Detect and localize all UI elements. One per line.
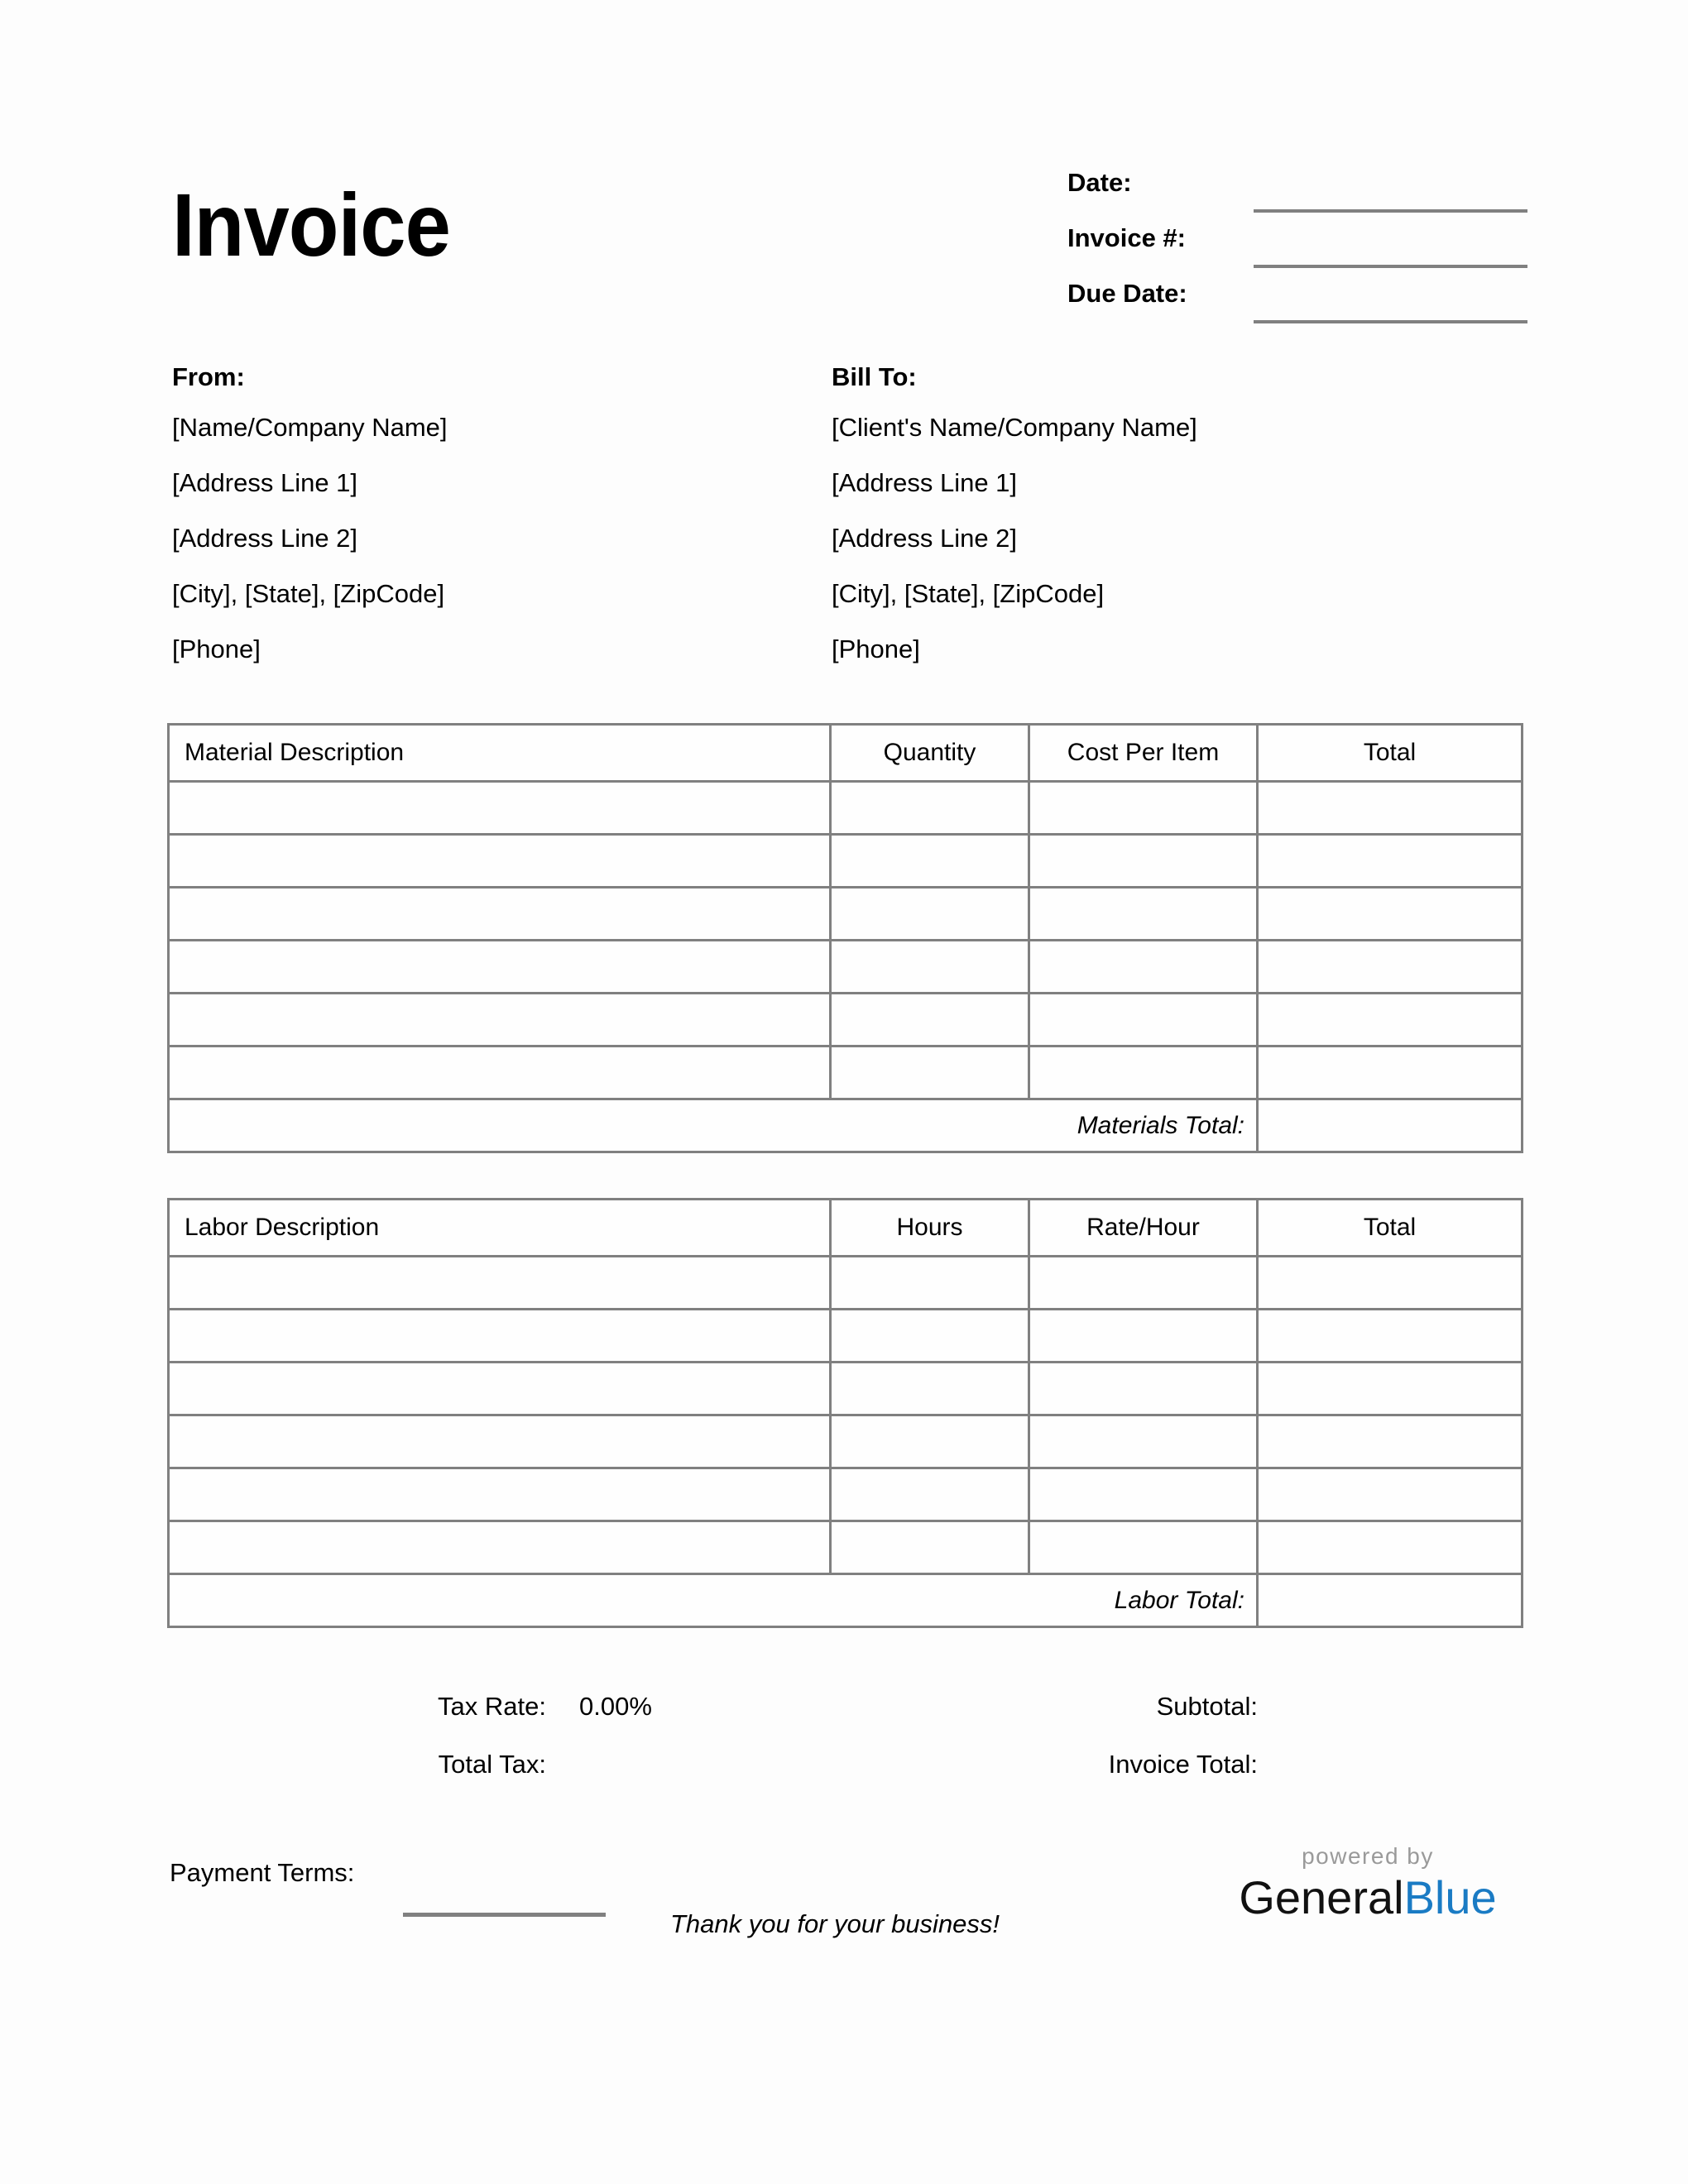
date-label: Date: — [1067, 168, 1132, 197]
labor-table — [167, 1198, 1523, 1628]
materials-header-cost-per-item: Cost Per Item — [1029, 725, 1258, 782]
materials-table — [167, 723, 1523, 1153]
from-block — [172, 364, 801, 692]
from-address-1[interactable]: [Address Line 1] — [172, 468, 358, 497]
materials-cell-total[interactable] — [1258, 835, 1523, 888]
materials-cell-quantity[interactable] — [831, 888, 1029, 941]
due-date-input-line[interactable] — [1254, 320, 1527, 323]
materials-cell-total[interactable] — [1258, 994, 1523, 1046]
labor-cell-hours[interactable] — [831, 1468, 1029, 1521]
materials-cell-cost[interactable] — [1029, 888, 1258, 941]
labor-cell-rate[interactable] — [1029, 1415, 1258, 1468]
tax-rate-label: Tax Rate: — [438, 1692, 546, 1721]
brand-name — [1215, 1871, 1521, 1923]
table-row[interactable] — [169, 835, 1523, 888]
table-row[interactable] — [169, 1363, 1523, 1415]
labor-cell-total[interactable] — [1258, 1363, 1523, 1415]
materials-header-row — [169, 725, 1523, 782]
materials-cell-total[interactable] — [1258, 782, 1523, 835]
labor-total-value[interactable] — [1258, 1574, 1523, 1627]
table-row[interactable] — [169, 1468, 1523, 1521]
labor-cell-description[interactable] — [169, 1257, 831, 1310]
table-row[interactable] — [169, 1257, 1523, 1310]
thank-you-message: Thank you for your business! — [670, 1909, 1000, 1938]
payment-terms-input-line[interactable] — [403, 1913, 606, 1917]
materials-cell-description[interactable] — [169, 994, 831, 1046]
labor-cell-total[interactable] — [1258, 1468, 1523, 1521]
labor-cell-rate[interactable] — [1029, 1468, 1258, 1521]
from-address-2[interactable]: [Address Line 2] — [172, 524, 358, 553]
brand-name-general: General — [1239, 1871, 1404, 1923]
from-name[interactable]: [Name/Company Name] — [172, 413, 448, 442]
page-title: Invoice — [172, 175, 450, 275]
invoice-total-label: Invoice Total: — [1108, 1750, 1258, 1779]
materials-header-total: Total — [1258, 725, 1523, 782]
materials-header-quantity: Quantity — [831, 725, 1029, 782]
due-date-label: Due Date: — [1067, 279, 1187, 308]
labor-cell-rate[interactable] — [1029, 1363, 1258, 1415]
date-field-row — [1067, 161, 1531, 217]
summary-section — [0, 1671, 1688, 1803]
materials-table-body — [169, 782, 1523, 1152]
labor-cell-hours[interactable] — [831, 1257, 1029, 1310]
invoice-footer — [0, 1845, 1688, 2027]
materials-cell-quantity[interactable] — [831, 1046, 1029, 1099]
labor-header-total: Total — [1258, 1200, 1523, 1257]
invoice-number-input-line[interactable] — [1254, 265, 1527, 268]
materials-total-row — [169, 1099, 1523, 1152]
bill-to-phone[interactable]: [Phone] — [832, 635, 920, 663]
labor-header-hours: Hours — [831, 1200, 1029, 1257]
bill-to-block — [832, 364, 1460, 692]
materials-cell-quantity[interactable] — [831, 782, 1029, 835]
from-label: From: — [172, 362, 245, 391]
total-tax-label: Total Tax: — [438, 1750, 546, 1779]
invoice-number-label: Invoice #: — [1067, 223, 1186, 252]
table-row[interactable] — [169, 994, 1523, 1046]
labor-cell-total[interactable] — [1258, 1310, 1523, 1363]
materials-cell-cost[interactable] — [1029, 941, 1258, 994]
materials-cell-quantity[interactable] — [831, 835, 1029, 888]
labor-header-row — [169, 1200, 1523, 1257]
labor-cell-total[interactable] — [1258, 1521, 1523, 1574]
table-row[interactable] — [169, 1310, 1523, 1363]
labor-total-row — [169, 1574, 1523, 1627]
materials-cell-cost[interactable] — [1029, 994, 1258, 1046]
from-phone[interactable]: [Phone] — [172, 635, 261, 663]
labor-cell-hours[interactable] — [831, 1363, 1029, 1415]
generalblue-logo — [1215, 1845, 1521, 1921]
labor-cell-description[interactable] — [169, 1310, 831, 1363]
table-row[interactable] — [169, 782, 1523, 835]
materials-cell-cost[interactable] — [1029, 835, 1258, 888]
materials-cell-cost[interactable] — [1029, 782, 1258, 835]
materials-total-label: Materials Total: — [169, 1099, 1258, 1152]
labor-cell-hours[interactable] — [831, 1415, 1029, 1468]
labor-header-description: Labor Description — [169, 1200, 831, 1257]
due-date-field-row — [1067, 272, 1531, 328]
table-row[interactable] — [169, 1415, 1523, 1468]
bill-to-city-state-zip[interactable]: [City], [State], [ZipCode] — [832, 579, 1105, 608]
labor-cell-hours[interactable] — [831, 1521, 1029, 1574]
tax-rate-value[interactable]: 0.00% — [579, 1692, 652, 1721]
materials-cell-description[interactable] — [169, 782, 831, 835]
materials-cell-description[interactable] — [169, 1046, 831, 1099]
labor-cell-description[interactable] — [169, 1521, 831, 1574]
labor-total-label: Labor Total: — [169, 1574, 1258, 1627]
materials-cell-total[interactable] — [1258, 941, 1523, 994]
materials-cell-total[interactable] — [1258, 1046, 1523, 1099]
invoice-number-field-row — [1067, 217, 1531, 272]
payment-terms-label: Payment Terms: — [170, 1858, 355, 1887]
labor-cell-description[interactable] — [169, 1468, 831, 1521]
invoice-header — [0, 0, 1688, 347]
materials-cell-description[interactable] — [169, 888, 831, 941]
labor-cell-total[interactable] — [1258, 1257, 1523, 1310]
bill-to-label: Bill To: — [832, 362, 917, 391]
labor-table-body — [169, 1257, 1523, 1627]
date-input-line[interactable] — [1254, 209, 1527, 213]
labor-cell-hours[interactable] — [831, 1310, 1029, 1363]
labor-cell-rate[interactable] — [1029, 1521, 1258, 1574]
materials-cell-total[interactable] — [1258, 888, 1523, 941]
materials-cell-cost[interactable] — [1029, 1046, 1258, 1099]
materials-cell-description[interactable] — [169, 835, 831, 888]
brand-name-blue: Blue — [1403, 1871, 1497, 1923]
table-row[interactable] — [169, 941, 1523, 994]
materials-cell-description[interactable] — [169, 941, 831, 994]
from-city-state-zip[interactable]: [City], [State], [ZipCode] — [172, 579, 445, 608]
invoice-meta-fields — [1067, 161, 1531, 328]
labor-cell-rate[interactable] — [1029, 1257, 1258, 1310]
labor-cell-total[interactable] — [1258, 1415, 1523, 1468]
materials-header-description: Material Description — [169, 725, 831, 782]
table-row[interactable] — [169, 1521, 1523, 1574]
bill-to-name[interactable]: [Client's Name/Company Name] — [832, 413, 1197, 442]
bill-to-address-2[interactable]: [Address Line 2] — [832, 524, 1018, 553]
labor-cell-rate[interactable] — [1029, 1310, 1258, 1363]
table-row[interactable] — [169, 888, 1523, 941]
subtotal-label: Subtotal: — [1156, 1692, 1258, 1721]
labor-cell-description[interactable] — [169, 1363, 831, 1415]
materials-cell-quantity[interactable] — [831, 994, 1029, 1046]
powered-by-label: powered by — [1302, 1843, 1434, 1869]
labor-cell-description[interactable] — [169, 1415, 831, 1468]
table-row[interactable] — [169, 1046, 1523, 1099]
labor-header-rate-per-hour: Rate/Hour — [1029, 1200, 1258, 1257]
bill-to-address-1[interactable]: [Address Line 1] — [832, 468, 1018, 497]
materials-total-value[interactable] — [1258, 1099, 1523, 1152]
materials-cell-quantity[interactable] — [831, 941, 1029, 994]
